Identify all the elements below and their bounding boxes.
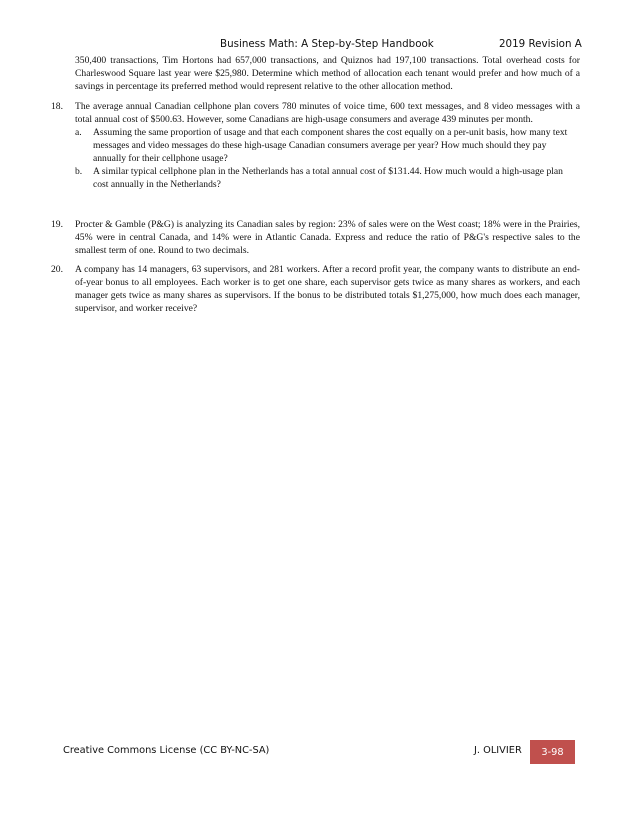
sub-question-b bbox=[75, 165, 580, 191]
question-text: A company has 14 managers, 63 supervisors, and 281 workers. After a record profit year, the company wants to distribute an end-of-year bonus to all employees. Each worker is to get one share, each supervisor gets twice as many shares as workers, and each manager gets twice as many shares as supervisors. If the bonus to be distributed totals $1,275,000, how much does each manager, supervisor, and worker receive? bbox=[75, 264, 580, 314]
header-title: Business Math: A Step-by-Step Handbook bbox=[220, 38, 434, 50]
sub-question-text: Assuming the same proportion of usage and that each component shares the cost equally on a per-unit basis, how many text messages and video messages do these high-usage Canadian consumers average per year? How much should they pay annually for their cellphone usage? bbox=[93, 127, 568, 164]
question-20 bbox=[51, 263, 580, 315]
question-text: The average annual Canadian cellphone plan covers 780 minutes of voice time, 600 text messages, and 8 video messages with a total annual cost of $500.63. However, some Canadians are high-usage consumers and average 439 minutes per month. bbox=[75, 101, 580, 125]
sub-question-label: a. bbox=[75, 127, 82, 138]
question-number: 18. bbox=[51, 101, 63, 112]
footer-license: Creative Commons License (CC BY-NC-SA) bbox=[63, 745, 270, 756]
question-18 bbox=[51, 100, 580, 191]
sub-question-text: A similar typical cellphone plan in the Netherlands has a total annual cost of $131.44. How much would a high-usage plan cost annually in the Netherlands? bbox=[93, 166, 563, 190]
sub-question-a bbox=[75, 126, 580, 165]
page-number: 3-98 bbox=[541, 746, 564, 758]
page-number-badge bbox=[530, 740, 575, 764]
header-revision: 2019 Revision A bbox=[499, 38, 582, 50]
question-number: 20. bbox=[51, 264, 63, 275]
question-number: 19. bbox=[51, 219, 63, 230]
question-text: Procter & Gamble (P&G) is analyzing its Canadian sales by region: 23% of sales were on the West coast; 18% were in the Prairies, 45% were in central Canada, and 14% were in Atlantic Canada. Express and reduce the ratio of P&G's respective sales to the smallest term of one. Round to two decimals. bbox=[75, 219, 580, 256]
footer-author: J. OLIVIER bbox=[474, 745, 522, 756]
continuation-paragraph: 350,400 transactions, Tim Hortons had 657,000 transactions, and Quiznos had 197,100 transactions. Total overhead costs for Charleswood Square last year were $25,980. Determine which method of allocation each tenant would prefer and how much of a savings in percentage its preferred method would represent relative to the other allocation method. bbox=[75, 55, 580, 92]
question-19 bbox=[51, 218, 580, 257]
sub-question-label: b. bbox=[75, 166, 83, 177]
